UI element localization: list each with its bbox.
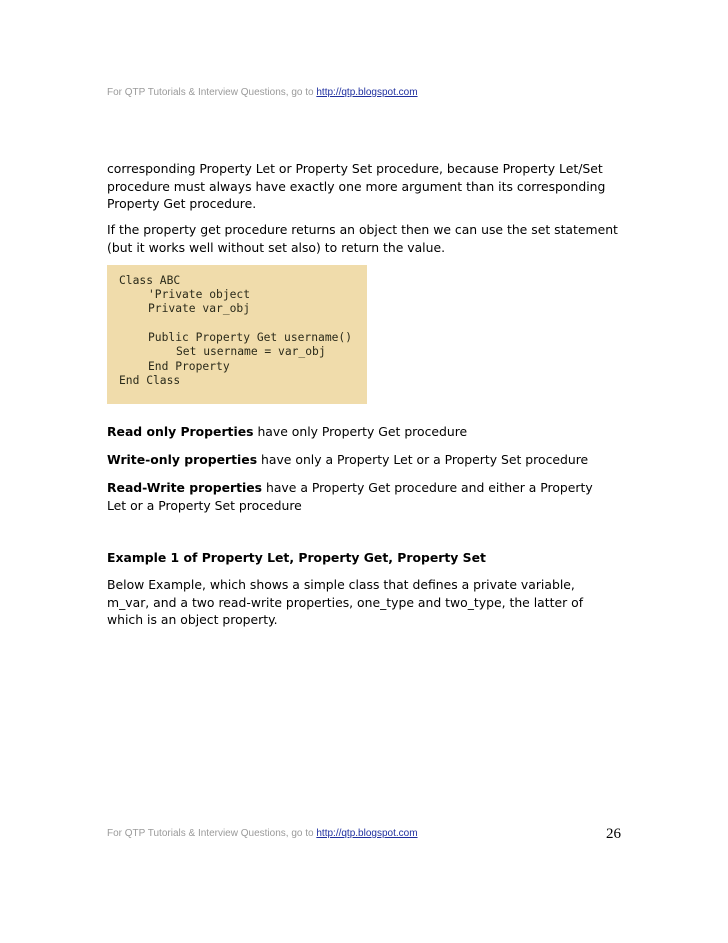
text-line: m_var, and a two read-write properties, one_type and two_type, the latter of <box>107 594 584 610</box>
paragraph-property-let-set <box>107 160 607 213</box>
header-text: For QTP Tutorials & Interview Questions, go to <box>107 87 317 98</box>
text-line: Property Get procedure. <box>107 196 257 212</box>
text-line: If the property get procedure returns an object then we can use the set statement <box>107 222 618 237</box>
term: Read only Properties <box>107 424 254 439</box>
definition: Let or a Property Set procedure <box>107 497 302 513</box>
paragraph-property-get-object <box>107 221 618 256</box>
read-only-properties <box>107 423 607 441</box>
term: Write-only properties <box>107 452 258 467</box>
code-line: Class ABC <box>119 274 181 287</box>
footer-text: For QTP Tutorials & Interview Questions, go to <box>107 828 317 839</box>
definition: have only Property Get procedure <box>253 424 468 439</box>
code-sample-image <box>107 265 367 404</box>
paragraph-example <box>107 576 607 629</box>
header-link[interactable]: http://qtp.blogspot.com <box>316 87 418 98</box>
text-line: (but it works well without set also) to return the value. <box>107 239 446 255</box>
footer-link[interactable]: http://qtp.blogspot.com <box>316 828 418 839</box>
code-line: Set username = var_obj <box>176 345 326 358</box>
code-line: Private var_obj <box>148 302 251 315</box>
code-line: End Class <box>119 374 181 387</box>
code-line: 'Private object <box>148 288 251 301</box>
text-line: which is an object property. <box>107 612 278 628</box>
read-write-properties <box>107 479 607 514</box>
page-number: 26 <box>606 826 621 842</box>
write-only-properties <box>107 451 607 469</box>
page-footer <box>107 828 418 839</box>
term: Read-Write properties <box>107 480 263 495</box>
page-header <box>107 87 418 98</box>
example-heading: Example 1 of Property Let, Property Get, Property Set <box>107 550 486 565</box>
text-line: corresponding Property Let or Property Set procedure, because Property Let/Set <box>107 161 603 176</box>
text-line: Below Example, which shows a simple class that defines a private variable, <box>107 577 575 592</box>
text-line: procedure must always have exactly one more argument than its corresponding <box>107 178 606 194</box>
code-line: End Property <box>148 360 230 373</box>
code-line: Public Property Get username() <box>148 331 353 344</box>
definition: have a Property Get procedure and either a Property <box>262 480 593 495</box>
definition: have only a Property Let or a Property Set procedure <box>257 452 589 467</box>
